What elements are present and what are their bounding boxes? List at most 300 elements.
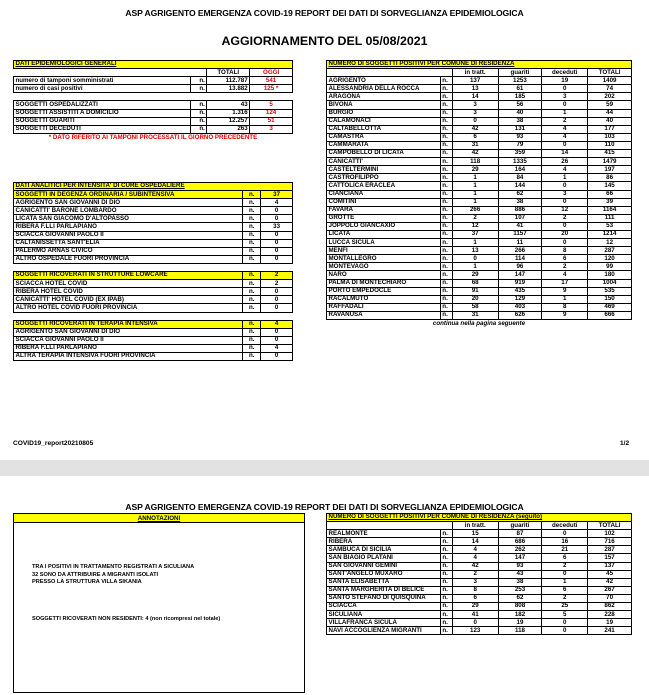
group-head-row (14, 272, 293, 280)
deceduti: 2 (542, 214, 588, 222)
row-total: 12.257 (207, 117, 250, 125)
row-value: 4 (261, 344, 293, 352)
totali: 137 (588, 562, 632, 570)
comune-row (327, 263, 632, 271)
deceduti: 1 (542, 295, 588, 303)
deceduti: 4 (542, 271, 588, 279)
page-separator (0, 460, 649, 476)
data-row (14, 223, 293, 231)
data-row (14, 344, 293, 352)
row-n: n. (440, 611, 452, 619)
guariti: 253 (498, 586, 542, 594)
row-n: n. (440, 182, 452, 190)
totali: 469 (588, 303, 632, 311)
row-n: n. (440, 125, 452, 133)
spacer-row (14, 263, 293, 271)
deceduti: 20 (542, 230, 588, 238)
row-oggi: 124 (250, 109, 293, 117)
data-row (14, 101, 293, 109)
row-n: n. (440, 603, 452, 611)
comune-row (327, 603, 632, 611)
row-label: ALTRA TERAPIA INTENSIVA FUORI PROVINCIA (14, 352, 243, 360)
spacer-cell (14, 93, 293, 101)
comune-row (327, 182, 632, 190)
row-n: n. (440, 133, 452, 141)
row-n: n. (440, 538, 452, 546)
in-trattamento: 4 (452, 554, 498, 562)
comune-row (327, 133, 632, 141)
comune-row (327, 117, 632, 125)
report-header: ASP AGRIGENTO EMERGENZA COVID-19 REPORT DEI DATI DI SORVEGLIANZA EPIDEMIOLOGICA (125, 8, 524, 18)
comune-row (327, 554, 632, 562)
deceduti: 5 (542, 611, 588, 619)
section-title: DATI ANALITICI PER INTENSITA' DI CURE OSPEDALIERE (14, 183, 293, 191)
row-label: CANICATTI' HOTEL COVID (EX IPAB) (14, 296, 243, 304)
row-value: 4 (261, 199, 293, 207)
deceduti: 4 (542, 166, 588, 174)
totali: 267 (588, 586, 632, 594)
comune-name: CASTELTERMINI (327, 166, 441, 174)
in-trattamento: 3 (452, 109, 498, 117)
footer-filename: COVID19_report20210805 (13, 440, 94, 447)
totali: 150 (588, 295, 632, 303)
deceduti: 3 (542, 190, 588, 198)
row-value: 0 (261, 352, 293, 360)
row-n: n. (243, 336, 261, 344)
row-label: AGRIGENTO SAN GIOVANNI DI DIO (14, 328, 243, 336)
comune-row (327, 247, 632, 255)
row-label: SOGGETTI RICOVERATI IN STRUTTURE LOWCARE (14, 272, 243, 280)
guariti: 79 (498, 141, 542, 149)
totali: 1479 (588, 158, 632, 166)
comuni-table-continued (326, 513, 632, 635)
comune-row (327, 271, 632, 279)
comune-row (327, 295, 632, 303)
row-n: n. (243, 223, 261, 231)
row-label: CALTANISSETTA SANT'ELIA (14, 239, 243, 247)
deceduti: 4 (542, 133, 588, 141)
in-trattamento: 13 (452, 85, 498, 93)
comune-row (327, 578, 632, 586)
row-label: ALTRO OSPEDALE FUORI PROVINCIA (14, 255, 243, 263)
comune-name: RACALMUTO (327, 295, 441, 303)
totali: 716 (588, 538, 632, 546)
row-n: n. (243, 280, 261, 288)
row-n: n. (440, 594, 452, 602)
comune-row (327, 77, 632, 85)
comune-row (327, 109, 632, 117)
deceduti: 0 (542, 530, 588, 538)
data-row (14, 231, 293, 239)
deceduti: 2 (542, 117, 588, 125)
in-trattamento: 1 (452, 174, 498, 182)
row-value: 0 (261, 247, 293, 255)
annotation-non-residents: SOGGETTI RICOVERATI NON RESIDENTI: 4 (non ricompresi nel totale) (32, 616, 221, 622)
comune-row (327, 101, 632, 109)
comune-row (327, 311, 632, 319)
totali: 1409 (588, 77, 632, 85)
row-n: n. (440, 239, 452, 247)
guariti: 93 (498, 562, 542, 570)
deceduti: 17 (542, 279, 588, 287)
row-n: n. (243, 296, 261, 304)
totali: 666 (588, 311, 632, 319)
row-value: 0 (261, 239, 293, 247)
comune-name: SAMBUCA DI SICILIA (327, 546, 441, 554)
guariti: 182 (498, 611, 542, 619)
row-n: n. (243, 231, 261, 239)
row-n: n. (440, 158, 452, 166)
row-n: n. (191, 85, 207, 93)
totali: 19 (588, 619, 632, 627)
deceduti: 16 (542, 538, 588, 546)
in-trattamento: 31 (452, 141, 498, 149)
row-n: n. (440, 222, 452, 230)
group-head-row (14, 191, 293, 199)
spacer-cell (14, 263, 293, 271)
in-trattamento: 1 (452, 190, 498, 198)
row-n: n. (440, 150, 452, 158)
column-header: in tratt. (452, 522, 498, 530)
deceduti: 2 (542, 263, 588, 271)
in-trattamento: 118 (452, 158, 498, 166)
comune-name: ALESSANDRIA DELLA ROCCA (327, 85, 441, 93)
deceduti: 2 (542, 562, 588, 570)
comune-name: FAVARA (327, 206, 441, 214)
comune-row (327, 570, 632, 578)
comune-row (327, 93, 632, 101)
deceduti: 6 (542, 255, 588, 263)
deceduti: 0 (542, 85, 588, 93)
deceduti: 9 (542, 287, 588, 295)
col-totali: TOTALI (207, 69, 250, 77)
totali: 535 (588, 287, 632, 295)
comune-row (327, 125, 632, 133)
intensity-care-table (13, 182, 293, 361)
guariti: 131 (498, 125, 542, 133)
in-trattamento: 123 (452, 627, 498, 635)
empty-cell (14, 69, 207, 77)
in-trattamento: 91 (452, 287, 498, 295)
row-n: n. (440, 554, 452, 562)
totali: 177 (588, 125, 632, 133)
row-value: 0 (261, 304, 293, 312)
comune-row (327, 611, 632, 619)
guariti: 1253 (498, 77, 542, 85)
row-n: n. (440, 627, 452, 635)
deceduti: 14 (542, 150, 588, 158)
totali: 39 (588, 198, 632, 206)
comune-name: CALTABELLOTTA (327, 125, 441, 133)
comune-name: REALMONTE (327, 530, 441, 538)
in-trattamento: 41 (452, 611, 498, 619)
comune-name: SANTA ELISABETTA (327, 578, 441, 586)
deceduti: 25 (542, 603, 588, 611)
in-trattamento: 37 (452, 230, 498, 238)
guariti: 61 (498, 85, 542, 93)
row-n: n. (440, 101, 452, 109)
row-value: 0 (261, 328, 293, 336)
row-value: 37 (261, 191, 293, 199)
deceduti: 0 (542, 141, 588, 149)
row-n: n. (440, 619, 452, 627)
comune-name: VILLAFRANCA SICULA (327, 619, 441, 627)
guariti: 919 (498, 279, 542, 287)
in-trattamento: 14 (452, 93, 498, 101)
data-row (14, 215, 293, 223)
section-title: NUMERO DI SOGGETTI POSITIVI PER COMUNE DI RESIDENZA (seguito) (327, 514, 632, 522)
comune-row (327, 287, 632, 295)
row-n: n. (440, 93, 452, 101)
guariti: 147 (498, 271, 542, 279)
comune-name: CAMPOBELLO DI LICATA (327, 150, 441, 158)
data-row (14, 328, 293, 336)
comuni-table (326, 60, 632, 328)
in-trattamento: 1 (452, 239, 498, 247)
guariti: 1335 (498, 158, 542, 166)
column-header: deceduti (542, 69, 588, 77)
column-header-row (327, 522, 632, 530)
totali: 103 (588, 133, 632, 141)
comune-row (327, 562, 632, 570)
in-trattamento: 15 (452, 530, 498, 538)
in-trattamento: 2 (452, 570, 498, 578)
totali: 287 (588, 546, 632, 554)
deceduti: 0 (542, 239, 588, 247)
guariti: 185 (498, 93, 542, 101)
guariti: 1157 (498, 230, 542, 238)
totali: 12 (588, 239, 632, 247)
guariti: 435 (498, 287, 542, 295)
comune-name: CALAMONACI (327, 117, 441, 125)
comune-name: CIANCIANA (327, 190, 441, 198)
comune-name: SANTO STEFANO DI QUISQUINA (327, 594, 441, 602)
row-label: RIBERA F.LLI PARLAPIANO (14, 344, 243, 352)
totali: 74 (588, 85, 632, 93)
deceduti: 0 (542, 570, 588, 578)
totali: 415 (588, 150, 632, 158)
deceduti: 4 (542, 125, 588, 133)
row-n: n. (243, 191, 261, 199)
row-value: 4 (261, 320, 293, 328)
data-row (14, 247, 293, 255)
row-value: 0 (261, 215, 293, 223)
totali: 287 (588, 247, 632, 255)
totali: 70 (588, 594, 632, 602)
row-n: n. (440, 141, 452, 149)
guariti: 359 (498, 150, 542, 158)
deceduti: 12 (542, 206, 588, 214)
row-label: SOGGETTI RICOVERATI IN TERAPIA INTENSIVA (14, 320, 243, 328)
row-value: 33 (261, 223, 293, 231)
spacer-cell (14, 312, 293, 320)
row-n: n. (440, 230, 452, 238)
column-header: TOTALI (588, 69, 632, 77)
in-trattamento: 3 (452, 101, 498, 109)
row-n: n. (243, 288, 261, 296)
guariti: 40 (498, 109, 542, 117)
guariti: 93 (498, 133, 542, 141)
in-trattamento: 1 (452, 182, 498, 190)
totali: 157 (588, 554, 632, 562)
row-oggi: 5 (250, 101, 293, 109)
comune-row (327, 255, 632, 263)
in-trattamento: 4 (452, 546, 498, 554)
comune-row (327, 279, 632, 287)
row-oggi: 51 (250, 117, 293, 125)
group-head-row (14, 320, 293, 328)
in-trattamento: 137 (452, 77, 498, 85)
row-n: n. (440, 247, 452, 255)
in-trattamento: 14 (452, 538, 498, 546)
comune-row (327, 239, 632, 247)
deceduti: 1 (542, 174, 588, 182)
note-row (14, 133, 293, 141)
row-n: n. (243, 320, 261, 328)
row-total: 43 (207, 101, 250, 109)
row-oggi: 125 * (250, 85, 293, 93)
data-row (14, 296, 293, 304)
comune-name: RAFFADALI (327, 303, 441, 311)
section-title: DATI EPIDEMIOLOGICI GENERALI (14, 61, 293, 69)
row-label: SCIACCA GIOVANNI PAOLO II (14, 336, 243, 344)
row-label: numero di casi positivi (14, 85, 191, 93)
guariti: 96 (498, 263, 542, 271)
totali: 202 (588, 93, 632, 101)
guariti: 164 (498, 166, 542, 174)
deceduti: 0 (542, 222, 588, 230)
row-n: n. (191, 101, 207, 109)
data-row (14, 207, 293, 215)
comune-name: COMITINI (327, 198, 441, 206)
column-header: TOTALI (588, 522, 632, 530)
comune-name: BURGIO (327, 109, 441, 117)
column-header: guariti (498, 69, 542, 77)
totali: 180 (588, 271, 632, 279)
row-n: n. (440, 109, 452, 117)
row-label: RIBERA HOTEL COVID (14, 288, 243, 296)
deceduti: 6 (542, 586, 588, 594)
comune-row (327, 166, 632, 174)
column-header-row (14, 69, 293, 77)
guariti: 114 (498, 255, 542, 263)
data-row (14, 199, 293, 207)
totali: 110 (588, 141, 632, 149)
data-row (14, 255, 293, 263)
row-n: n. (440, 166, 452, 174)
row-n: n. (243, 207, 261, 215)
empty-cell (327, 522, 453, 530)
guariti: 84 (498, 174, 542, 182)
row-n: n. (191, 77, 207, 85)
guariti: 118 (498, 627, 542, 635)
guariti: 686 (498, 538, 542, 546)
comune-name: SANT'ANGELO MUXARO (327, 570, 441, 578)
continue-row (327, 320, 632, 328)
comune-name: RAVANUSA (327, 311, 441, 319)
deceduti: 0 (542, 627, 588, 635)
comune-name: PORTO EMPEDOCLE (327, 287, 441, 295)
comune-row (327, 530, 632, 538)
row-n: n. (440, 295, 452, 303)
row-n: n. (191, 117, 207, 125)
continue-note: continua nella pagina seguente (432, 319, 526, 327)
deceduti: 2 (542, 594, 588, 602)
in-trattamento: 31 (452, 311, 498, 319)
comune-name: RIBERA (327, 538, 441, 546)
deceduti: 0 (542, 619, 588, 627)
totali: 1004 (588, 279, 632, 287)
totali: 45 (588, 570, 632, 578)
row-total: 112.787 (207, 77, 250, 85)
totali: 44 (588, 109, 632, 117)
row-n: n. (440, 303, 452, 311)
guariti: 11 (498, 239, 542, 247)
totali: 40 (588, 117, 632, 125)
data-row (14, 336, 293, 344)
column-header: deceduti (542, 522, 588, 530)
row-n: n. (440, 206, 452, 214)
row-total: 263 (207, 125, 250, 133)
in-trattamento: 6 (452, 133, 498, 141)
comune-row (327, 230, 632, 238)
totali: 1164 (588, 206, 632, 214)
guariti: 87 (498, 530, 542, 538)
row-value: 0 (261, 288, 293, 296)
row-n: n. (243, 344, 261, 352)
guariti: 144 (498, 182, 542, 190)
annotation-line: 32 SONO DA ATTRIBUIRE A MIGRANTI ISOLATI (32, 571, 159, 578)
row-oggi: 3 (250, 125, 293, 133)
row-value: 0 (261, 207, 293, 215)
comune-row (327, 141, 632, 149)
totali: 197 (588, 166, 632, 174)
data-row (14, 109, 293, 117)
row-label: SCIACCA GIOVANNI PAOLO II (14, 231, 243, 239)
in-trattamento: 29 (452, 166, 498, 174)
row-value: 2 (261, 280, 293, 288)
row-label: numero di tamponi somministrati (14, 77, 191, 85)
row-total: 13.882 (207, 85, 250, 93)
data-row (14, 280, 293, 288)
comune-row (327, 85, 632, 93)
general-data-table (13, 60, 293, 141)
annotation-line: PRESSO LA STRUTTURA VILLA SIKANIA (32, 579, 142, 586)
row-n: n. (440, 287, 452, 295)
totali: 145 (588, 182, 632, 190)
comune-row (327, 198, 632, 206)
comune-name: LUCCA SICULA (327, 239, 441, 247)
comune-name: NARO (327, 271, 441, 279)
general-note: * DATO RIFERITO AI TAMPONI PROCESSATI IL GIORNO PRECEDENTE (48, 133, 258, 141)
comune-row (327, 594, 632, 602)
row-n: n. (440, 586, 452, 594)
row-label: RIBERA F.LLI PARLAPIANO (14, 223, 243, 231)
deceduti: 8 (542, 247, 588, 255)
row-n: n. (243, 272, 261, 280)
guariti: 38 (498, 117, 542, 125)
totali: 862 (588, 603, 632, 611)
data-row (14, 304, 293, 312)
in-trattamento: 0 (452, 619, 498, 627)
row-n: n. (243, 328, 261, 336)
in-trattamento: 2 (452, 214, 498, 222)
row-value: 0 (261, 296, 293, 304)
comune-name: SAN BIAGIO PLATANI (327, 554, 441, 562)
report-header-2: ASP AGRIGENTO EMERGENZA COVID-19 REPORT DEI DATI DI SORVEGLIANZA EPIDEMIOLOGICA (125, 502, 524, 512)
comune-row (327, 303, 632, 311)
guariti: 43 (498, 570, 542, 578)
